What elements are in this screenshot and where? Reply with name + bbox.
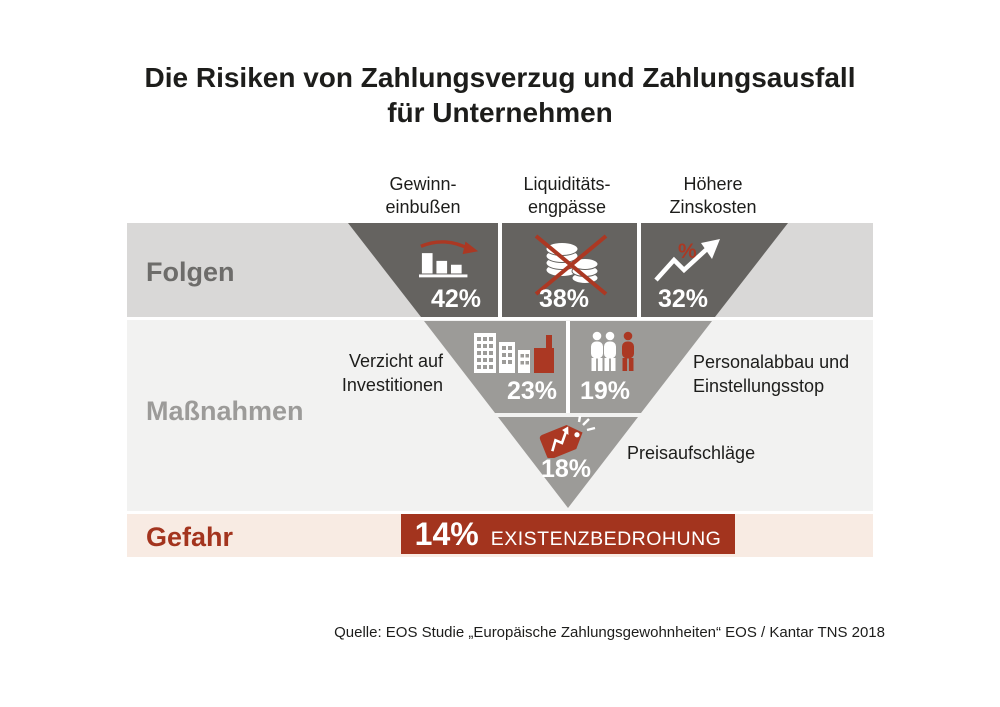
column-header-line: Liquiditäts- <box>523 174 611 194</box>
band-label-gefahr: Gefahr <box>146 522 234 552</box>
column-header-line: Gewinn- <box>389 174 457 194</box>
column-header-line: engpässe <box>527 196 607 217</box>
pct-liquiditaetsengpaesse: 38% <box>538 285 590 313</box>
annotation-line: Einstellungsstop <box>693 376 825 396</box>
danger-box <box>401 514 735 554</box>
annotation-line: Verzicht auf <box>348 351 443 371</box>
segment-divider <box>498 223 502 317</box>
rising-interest-icon <box>652 238 734 284</box>
annotation-line: Investitionen <box>341 375 443 395</box>
band-label-massnahmen: Maßnahmen <box>146 396 304 426</box>
segment-divider <box>637 223 641 317</box>
staff-reduction-icon <box>587 331 635 373</box>
column-header-line: Zinskosten <box>669 196 757 217</box>
price-tag-icon <box>536 416 600 458</box>
column-header-line: einbußen <box>385 196 461 217</box>
buildings-investment-icon <box>474 331 554 373</box>
danger-pct: 14% <box>414 516 479 552</box>
column-header-line: Höhere <box>683 174 743 194</box>
source-note: Quelle: EOS Studie „Europäische Zahlungsgewohnheiten“ EOS / Kantar TNS 2018 <box>334 624 885 641</box>
danger-label: EXISTENZBEDROHUNG <box>490 528 722 550</box>
pct-personalabbau: 19% <box>579 377 631 405</box>
annotation-preis: Preisaufschläge <box>627 443 756 463</box>
annotation-line: Personalabbau und <box>693 352 850 372</box>
annotation-verzicht <box>342 349 443 397</box>
page-title-line1: Die Risiken von Zahlungsverzug und Zahlungsausfall <box>144 62 856 93</box>
band-label-folgen: Folgen <box>146 257 235 287</box>
pct-investitionen: 23% <box>506 377 558 405</box>
declining-bars-icon <box>419 236 481 278</box>
svg-text:%: % <box>678 240 697 263</box>
pct-preisaufschlaege: 18% <box>540 455 592 483</box>
pct-zinskosten: 32% <box>657 285 709 313</box>
annotation-personal <box>693 350 849 398</box>
pct-gewinneinbussen: 42% <box>430 285 482 313</box>
page-title-line2: für Unternehmen <box>387 97 613 128</box>
